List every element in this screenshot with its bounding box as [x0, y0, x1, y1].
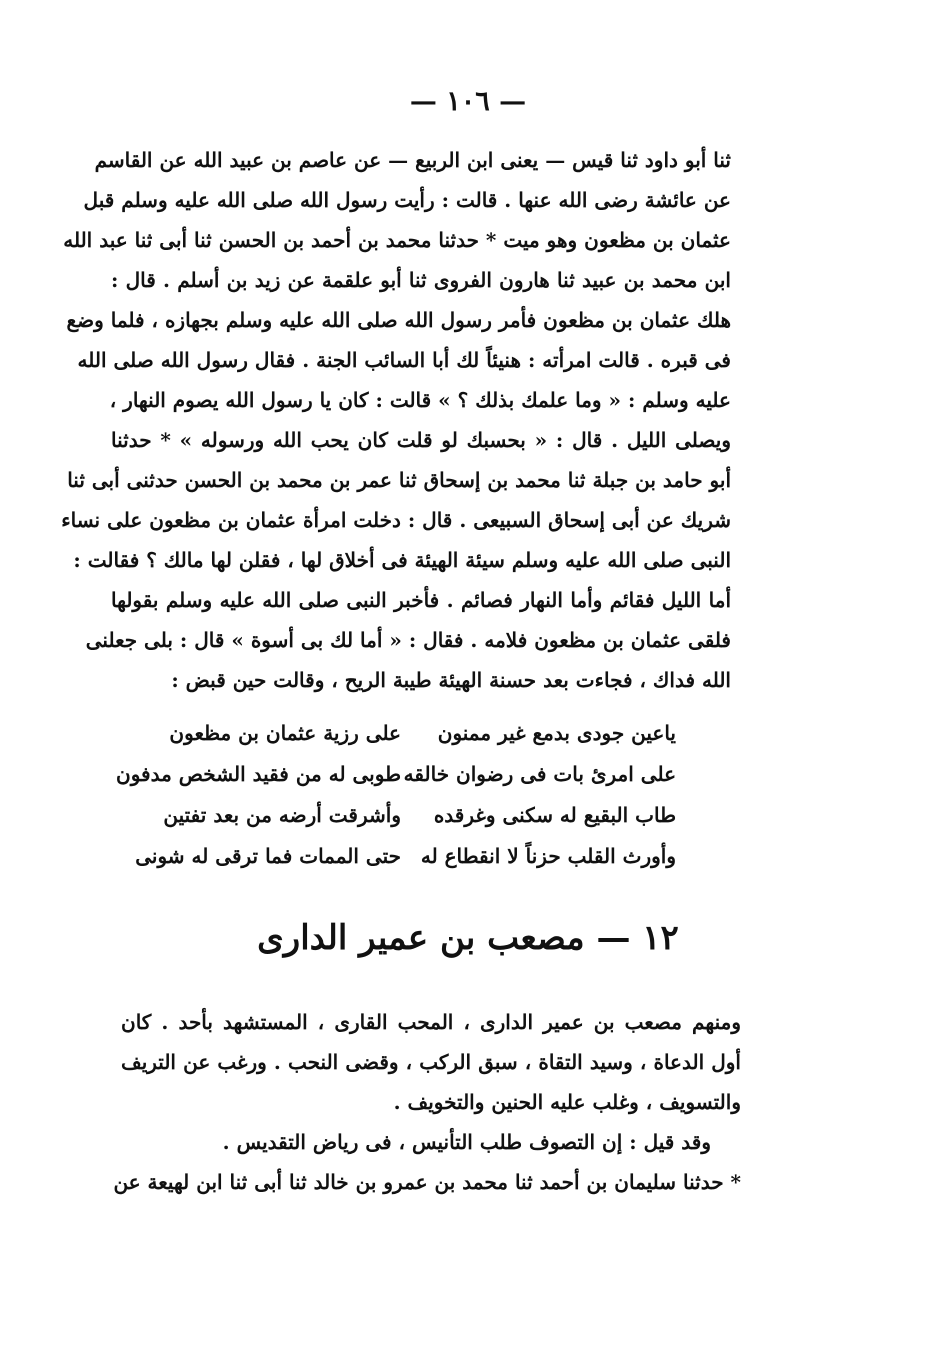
text-line: والتسويف ، وغلب عليه الحنين والتخويف . — [393, 1090, 741, 1114]
page-number: — ١٠٦ — — [409, 86, 527, 117]
text-line: أول الدعاة ، وسيد التقاة ، سبق الركب ، وقضى النحب . ورغب عن التريف — [121, 1050, 741, 1074]
poem-verse — [156, 713, 676, 754]
text-line: ثنا أبو داود ثنا قيس — يعنى ابن الربيع — عن عاصم بن عبيد الله عن القاسم — [94, 148, 731, 172]
poem-verse — [116, 754, 676, 795]
poem — [116, 713, 676, 877]
poem-verse — [156, 795, 676, 836]
body-paragraph-1 — [61, 140, 731, 700]
poem-hemistich: ياعين جودى بدمع غير ممنون — [437, 721, 676, 745]
body-paragraph-2 — [113, 1002, 741, 1202]
poem-hemistich: وأشرقت أرضه من بعد تفتين — [163, 803, 401, 827]
poem-hemistich: وأورث القلب حزناً لا انقطاع له — [420, 844, 676, 868]
text-line: عليه وسلم : « وما علمك بذلك ؟ » قالت : كان يا رسول الله يصوم النهار ، — [109, 388, 731, 412]
poem-hemistich: طاب البقيع له سكنى وغرقده — [433, 803, 676, 827]
section-heading: ١٢ — مصعب بن عمير الدارى — [257, 918, 679, 958]
text-line: عن عائشة رضى الله عنها . قالت : رأيت رسول الله صلى الله عليه وسلم قبل — [83, 188, 731, 212]
text-line: النبى صلى الله عليه وسلم سيئة الهيئة فى أخلاق لها ، فقلن لها مالك ؟ فقالت : — [73, 548, 731, 572]
text-line: عثمان بن مظعون وهو ميت * حدثنا محمد بن أحمد بن الحسن ثنا أبى ثنا عبد الله — [63, 228, 731, 252]
text-line: ومنهم مصعب بن عمير الدارى ، المحب القارى ، المستشهد بأحد . كان — [121, 1010, 741, 1034]
text-line: فلقى عثمان بن مظعون فلامه . فقال : « أما لك بى أسوة » قال : بلى جعلنى — [85, 628, 731, 652]
text-line: * حدثنا سليمان بن أحمد ثنا محمد بن عمرو بن خالد ثنا أبى ثنا ابن لهيعة عن — [113, 1170, 741, 1194]
poem-hemistich: طوبى له من فقيد الشخص مدفون — [116, 762, 401, 786]
text-line: وقد قيل : إن التصوف طلب التأنيس ، فى رياض التقديس . — [222, 1130, 711, 1154]
text-line: ويصلى الليل . قال : « بحسبك لو قلت كان يحب الله ورسوله » * حدثنا — [111, 428, 731, 452]
poem-hemistich: على رزية عثمان بن مظعون — [169, 721, 401, 745]
text-line: أما الليل فقائم وأما النهار فصائم . فأخبر النبى صلى الله عليه وسلم بقولها — [111, 588, 731, 612]
text-line: ابن محمد بن عبيد ثنا هارون الفروى ثنا أبو علقمة عن زيد بن أسلم . قال : — [111, 268, 731, 292]
text-line: أبو حامد بن جبلة ثنا محمد بن إسحاق ثنا عمر بن محمد بن الحسن حدثنى أبى ثنا — [67, 468, 731, 492]
poem-hemistich: حتى الممات فما ترقى له شونى — [135, 844, 401, 868]
text-line: شريك عن أبى إسحاق السبيعى . قال : دخلت امرأة عثمان بن مظعون على نساء — [61, 508, 731, 532]
text-line: الله فداك ، فجاءت بعد حسنة الهيئة طيبة الريح ، وقالت حين قبض : — [171, 668, 731, 692]
poem-hemistich: على امرئ بات فى رضوان خالقه — [403, 762, 676, 786]
text-line: فى قبره . قالت امرأته : هنيئاً لك أبا السائب الجنة . فقال رسول الله صلى الله — [77, 348, 731, 372]
poem-verse — [135, 836, 676, 877]
text-line: هلك عثمان بن مظعون فأمر رسول الله صلى الله عليه وسلم بجهازه ، فلما وضع — [66, 308, 731, 332]
